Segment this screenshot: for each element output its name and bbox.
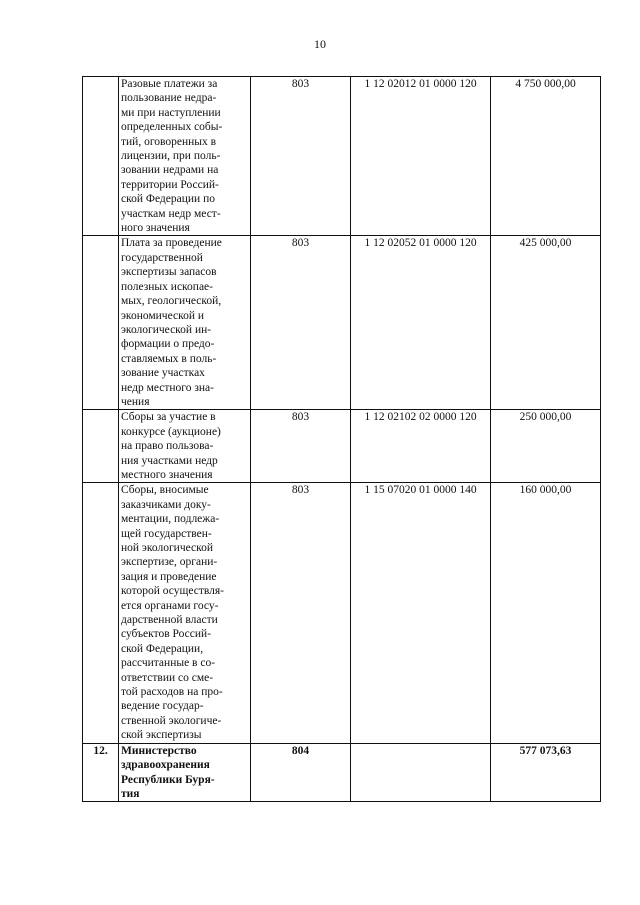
revenue-name-line: формации о предо- [121, 338, 215, 351]
revenue-name-line: дарственной власти [121, 614, 218, 627]
revenue-name-line: тий, оговоренных в [121, 135, 217, 148]
revenue-name-line: зование участках [121, 367, 205, 380]
admin-code-cell: 804 [251, 743, 351, 802]
revenue-name-line: той расходов на про- [121, 686, 223, 699]
revenue-name-line: ской Федерации по [121, 193, 215, 206]
revenue-name-line: государственной [121, 251, 203, 264]
revenue-name-cell [119, 743, 251, 802]
revenue-name-line: ной экологической [121, 542, 214, 554]
revenue-name-line: ской Федерации, [121, 642, 204, 655]
admin-code-cell: 803 [251, 483, 351, 743]
revenue-name-cell [119, 410, 251, 483]
revenue-name-line: которой осуществля- [121, 585, 225, 598]
revenue-name-line: здравоохранения [121, 759, 210, 772]
amount-cell: 160 000,00 [491, 483, 601, 743]
revenue-name-line: субъектов Россий- [121, 628, 212, 641]
revenue-name-line: Республики Буря- [121, 773, 215, 786]
revenue-name-line: экспертизы запасов [121, 266, 217, 279]
revenue-name-line: участкам недр мест- [121, 207, 221, 220]
revenue-name-line: конкурсе (аукционе) [121, 425, 221, 438]
budget-classification-code-cell [351, 743, 491, 802]
revenue-name-line: ответствии со сме- [121, 671, 214, 684]
amount-cell: 4 750 000,00 [491, 77, 601, 236]
revenue-name-line: территории Россий- [121, 178, 219, 191]
revenue-name-line: чения [121, 395, 150, 408]
budget-classification-code-cell: 1 12 02012 01 0000 120 [351, 77, 491, 236]
page-number: 10 [314, 37, 326, 51]
revenue-name-line: экспертизе, органи- [121, 556, 218, 569]
revenue-name-line: мых, геологической, [121, 295, 222, 308]
row-number-cell [83, 483, 119, 743]
revenue-table [82, 76, 601, 802]
revenue-name-line: на право пользова- [121, 440, 214, 453]
row-number-cell: 12. [83, 743, 119, 802]
revenue-name-line: ния участками недр [121, 454, 218, 467]
revenue-name-line: зовании недрами на [121, 164, 219, 177]
revenue-name-line: Министерство [121, 744, 197, 757]
amount-cell: 425 000,00 [491, 236, 601, 410]
budget-classification-code-cell: 1 12 02102 02 0000 120 [351, 410, 491, 483]
table-row [83, 483, 601, 743]
revenue-name-line: Разовые платежи за [121, 78, 218, 90]
budget-classification-code-cell: 1 15 07020 01 0000 140 [351, 483, 491, 743]
revenue-name-line: заказчиками доку- [121, 498, 211, 511]
table-row [83, 77, 601, 236]
revenue-name-line: экологической ин- [121, 323, 212, 336]
admin-code-cell: 803 [251, 410, 351, 483]
revenue-name-line: ментации, подлежа- [121, 513, 220, 526]
revenue-name-line: местного значения [121, 468, 213, 481]
revenue-name-cell [119, 236, 251, 410]
revenue-name-line: ставляемых в поль- [121, 352, 217, 365]
revenue-name-line: ми при наступлении [121, 106, 221, 119]
revenue-name-line: ется органами госу- [121, 599, 219, 612]
table-row [83, 236, 601, 410]
revenue-name-line: экономической и [121, 309, 205, 322]
budget-classification-code-cell: 1 12 02052 01 0000 120 [351, 236, 491, 410]
row-number-cell [83, 236, 119, 410]
admin-code-cell: 803 [251, 77, 351, 236]
revenue-name-line: рассчитанные в со- [121, 657, 216, 670]
revenue-name-line: ственной экологиче- [121, 714, 222, 727]
amount-cell: 250 000,00 [491, 410, 601, 483]
table-row [83, 743, 601, 802]
admin-code-cell: 803 [251, 236, 351, 410]
revenue-name-line: Сборы, вносимые [121, 484, 209, 497]
revenue-name-line: Сборы за участие в [121, 411, 216, 424]
revenue-name-cell [119, 77, 251, 236]
revenue-name-line: пользование недра- [121, 92, 217, 105]
row-number-cell [83, 410, 119, 483]
revenue-name-line: недр местного зна- [121, 381, 214, 394]
revenue-name-line: щей государствен- [121, 527, 212, 540]
revenue-name-line: ного значения [121, 222, 190, 235]
revenue-name-line: полезных ископае- [121, 280, 213, 293]
revenue-name-line: определенных собы- [121, 121, 223, 134]
revenue-name-line: ведение государ- [121, 700, 204, 713]
revenue-table-body [83, 77, 601, 802]
revenue-name-line: Плата за проведение [121, 237, 222, 250]
revenue-name-line: лицензии, при поль- [121, 150, 221, 163]
revenue-name-line: ской экспертизы [121, 729, 202, 742]
table-row [83, 410, 601, 483]
amount-cell: 577 073,63 [491, 743, 601, 802]
row-number-cell [83, 77, 119, 236]
revenue-name-line: зация и проведение [121, 570, 217, 583]
revenue-name-line: тия [121, 787, 140, 800]
revenue-name-cell [119, 483, 251, 743]
